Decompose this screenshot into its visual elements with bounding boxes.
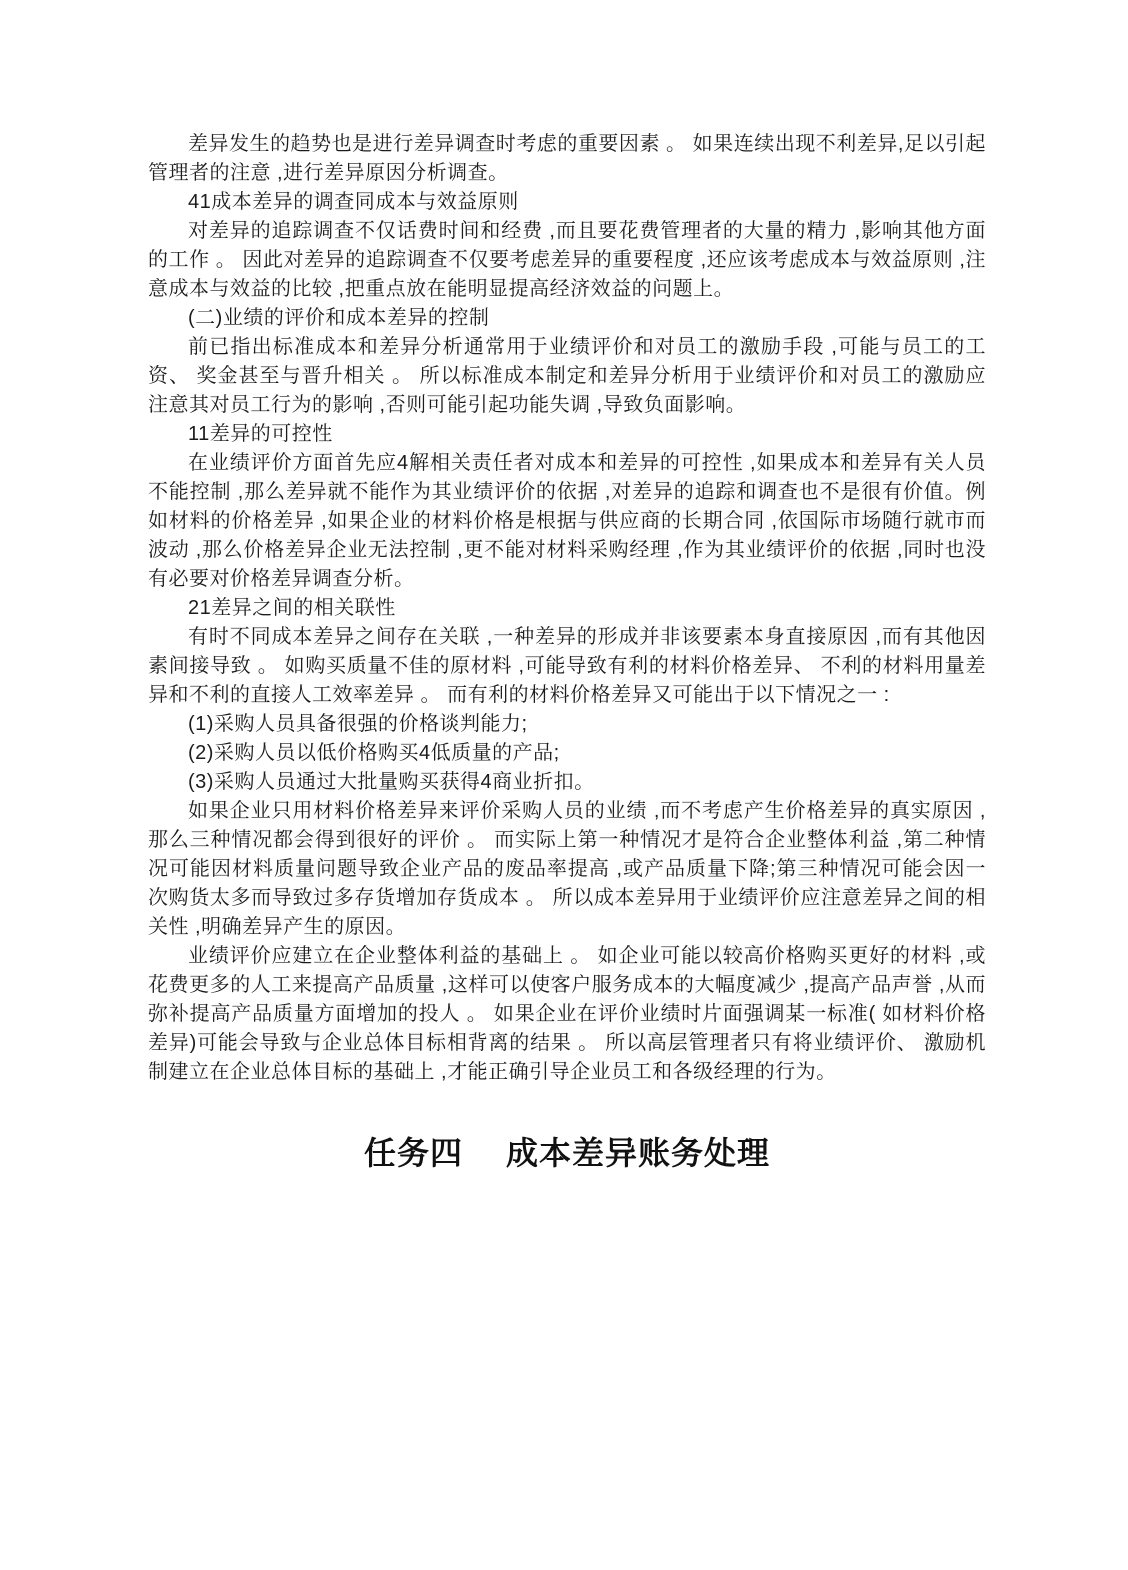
list-item: (1)采购人员具备很强的价格谈判能力; [188,713,528,735]
paragraph: 在业绩评价方面首先应4解相关责任者对成本和差异的可控性 ,如果成本和差异有关人员不能控制 ,那么差异就不能作为其业绩评价的依据 ,对差异的追踪和调查也不是很有价值。例如材料的价格差异 ,如果企业的材料价格是根据与供应商的长期合同 ,依国际市场随行就市而波动 ,那么价格差异企业无法控制 ,更不能对材料采购经理 ,作为其业绩评价的依据 ,同时也没有必要对价格差异调查分析。 [148,452,986,590]
section-subheading: 41成本差异的调查同成本与效益原则 [188,191,519,213]
paragraph: 差异发生的趋势也是进行差异调查时考虑的重要因素 。 如果连续出现不利差异,足以引起管理者的注意 ,进行差异原因分析调查。 [148,133,986,184]
paragraph: 前已指出标准成本和差异分析通常用于业绩评价和对员工的激励手段 ,可能与员工的工资、 奖金甚至与晋升相关 。 所以标准成本制定和差异分析用于业绩评价和对员工的激励应注意其对员工行为的影响 ,否则可能引起功能失调 ,导致负面影响。 [148,336,986,416]
paragraph: 业绩评价应建立在企业整体利益的基础上 。 如企业可能以较高价格购买更好的材料 ,或花费更多的人工来提高产品质量 ,这样可以使客户服务成本的大幅度减少 ,提高产品声誉 ,从而弥补提高产品质量方面增加的投人 。 如果企业在评价业绩时片面强调某一标准( 如材料价格差异)可能会导致与企业总体目标相背离的结果 。 所以高层管理者只有将业绩评价、 激励机制建立在企业总体目标的基础上 ,才能正确引导企业员工和各级经理的行为。 [148,945,986,1083]
chapter-heading: 任务四 成本差异账务处理 [364,1135,770,1171]
paragraph: 如果企业只用材料价格差异来评价采购人员的业绩 ,而不考虑产生价格差异的真实原因 ,那么三种情况都会得到很好的评价 。 而实际上第一种情况才是符合企业整体利益 ,第二种情况可能因材料质量问题导致企业产品的废品率提高 ,或产品质量下降;第三种情况可能会因一次购货太多而导致过多存货增加存货成本 。 所以成本差异用于业绩评价应注意差异之间的相关性 ,明确差异产生的原因。 [148,800,986,938]
document-content [148,130,986,1173]
paragraph: 对差异的追踪调查不仅话费时间和经费 ,而且要花费管理者的大量的精力 ,影响其他方面的工作 。 因此对差异的追踪调查不仅要考虑差异的重要程度 ,还应该考虑成本与效益原则 ,注意成本与效益的比较 ,把重点放在能明显提高经济效益的问题上。 [148,220,986,300]
section-subheading: (二)业绩的评价和成本差异的控制 [188,307,490,329]
paragraph: 有时不同成本差异之间存在关联 ,一种差异的形成并非该要素本身直接原因 ,而有其他因素间接导致 。 如购买质量不佳的原材料 ,可能导致有利的材料价格差异、 不利的材料用量差异和不利的直接人工效率差异 。 而有利的材料价格差异又可能出于以下情况之一 : [148,626,986,706]
list-item: (3)采购人员通过大批量购买获得4商业折扣。 [188,771,595,793]
section-subheading: 11差异的可控性 [188,423,333,445]
list-item: (2)采购人员以低价格购买4低质量的产品; [188,742,560,764]
section-subheading: 21差异之间的相关联性 [188,597,396,619]
